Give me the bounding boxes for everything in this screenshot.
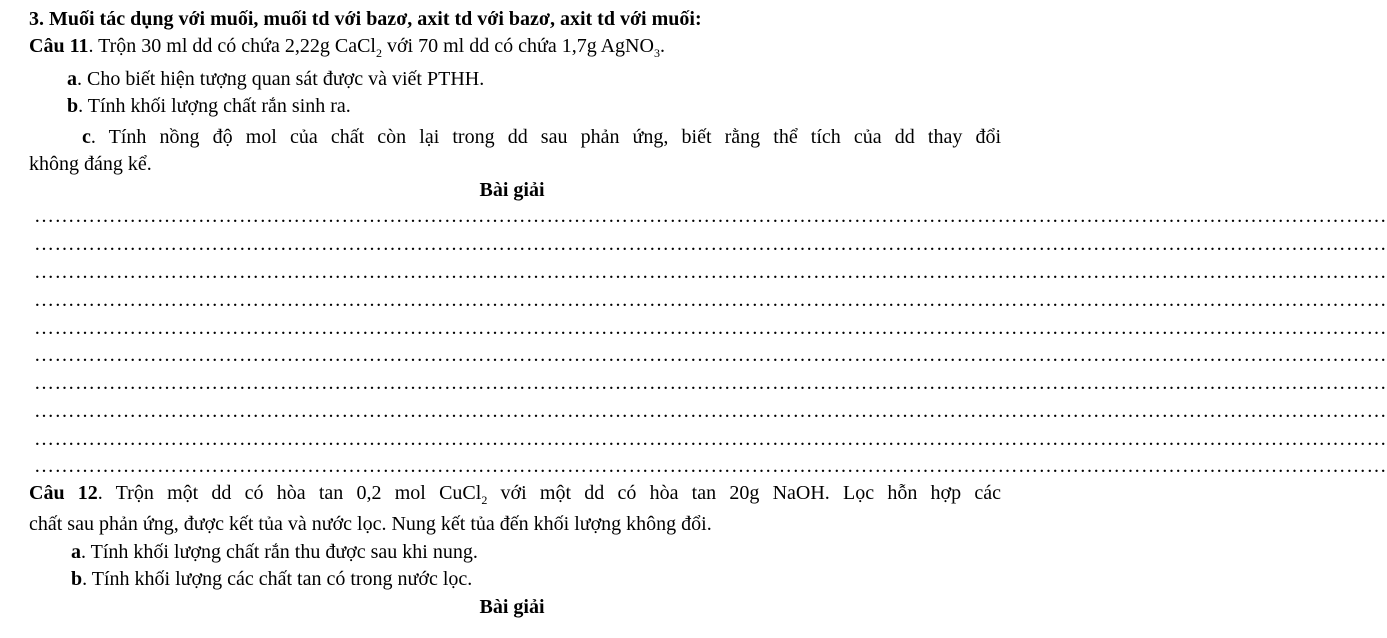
solution-heading-11: Bài giải	[479, 179, 545, 201]
answer-line[interactable]: ………………………………………………………………………………………………………………………………………………………………………………	[34, 455, 1387, 477]
question-12-part-b	[71, 569, 472, 589]
question-12-label: Câu 12	[29, 482, 98, 504]
question-11-part-a	[67, 69, 484, 89]
answer-line[interactable]: ………………………………………………………………………………………………………………………………………………………………………………	[34, 317, 1387, 339]
part-b-text: . Tính khối lượng chất rắn sinh ra.	[78, 95, 351, 117]
part-b-label: b	[67, 95, 79, 117]
part-a-text: . Cho biết hiện tượng quan sát được và viết PTHH.	[77, 68, 485, 90]
question-12-part-a	[71, 542, 478, 562]
answer-line[interactable]: ………………………………………………………………………………………………………………………………………………………………………………	[34, 289, 1387, 311]
part-a-text: . Tính khối lượng chất rắn thu được sau khi nung.	[81, 541, 478, 563]
question-11-sub2: 3	[653, 46, 660, 60]
part-c-text-line1: . Tính nồng độ mol của chất còn lại trong dd sau phản ứng, biết rằng thể tích của dd thay đổi	[90, 126, 1001, 148]
question-11-text-end: .	[659, 35, 665, 57]
section-title: 3. Muối tác dụng với muối, muối td với bazơ, axit td với bazơ, axit td với muối:	[29, 8, 702, 30]
part-a-label: a	[71, 541, 81, 563]
question-11-label: Câu 11	[29, 35, 89, 57]
question-11-text-before: . Trộn 30 ml dd có chứa 2,22g CaCl	[88, 35, 376, 57]
part-c-label: c	[82, 126, 91, 148]
question-12-text-before: . Trộn một dd có hòa tan 0,2 mol CuCl	[97, 482, 482, 504]
solution-heading-12: Bài giải	[479, 596, 545, 618]
question-12-text-after: với một dd có hòa tan 20g NaOH. Lọc hỗn hợp các	[487, 482, 1001, 504]
answer-line[interactable]: ………………………………………………………………………………………………………………………………………………………………………………	[34, 372, 1387, 394]
answer-line[interactable]: ………………………………………………………………………………………………………………………………………………………………………………	[34, 205, 1387, 227]
question-11-part-c-line2: không đáng kể.	[29, 153, 152, 175]
answer-line[interactable]: ………………………………………………………………………………………………………………………………………………………………………………	[34, 344, 1387, 366]
question-11-sub1: 2	[375, 46, 382, 60]
answer-line[interactable]: ………………………………………………………………………………………………………………………………………………………………………………	[34, 428, 1387, 450]
question-12-line2: chất sau phản ứng, được kết tủa và nước lọc. Nung kết tủa đến khối lượng không đổi.	[29, 513, 712, 535]
question-12-sub1: 2	[481, 493, 488, 507]
answer-line[interactable]: ………………………………………………………………………………………………………………………………………………………………………………	[34, 400, 1387, 422]
question-11-part-c	[82, 127, 1001, 147]
part-a-label: a	[67, 68, 77, 90]
question-12-stem	[29, 482, 1001, 507]
answer-line[interactable]: ………………………………………………………………………………………………………………………………………………………………………………	[34, 261, 1387, 283]
answer-line[interactable]: ………………………………………………………………………………………………………………………………………………………………………………	[34, 233, 1387, 255]
question-11-part-b	[67, 96, 351, 116]
question-11-text-mid: với 70 ml dd có chứa 1,7g AgNO	[381, 35, 654, 57]
part-b-label: b	[71, 568, 83, 590]
question-11-stem	[29, 35, 665, 60]
part-b-text: . Tính khối lượng các chất tan có trong nước lọc.	[82, 568, 473, 590]
